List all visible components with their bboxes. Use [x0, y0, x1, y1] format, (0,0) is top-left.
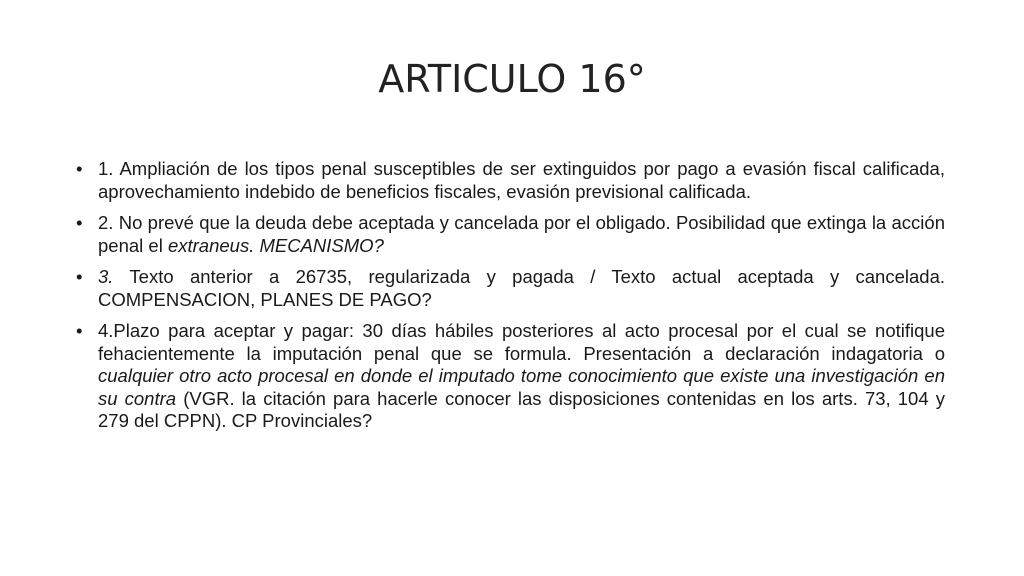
bullet-item	[76, 266, 945, 311]
bullet-list	[76, 158, 945, 442]
bullet-text-italic: 3.	[98, 266, 114, 287]
bullet-dot-icon: •	[76, 158, 83, 179]
bullet-item	[76, 320, 945, 433]
bullet-item	[76, 212, 945, 257]
bullet-text: 1. Ampliación de los tipos penal susceptibles de ser extinguidos por pago a evasión fiscal calificada, aprovechamiento indebido de beneficios fiscales, evasión previsional calificada.	[98, 158, 945, 202]
slide-title: ARTICULO 16°	[378, 57, 646, 101]
bullet-text: 2. No prevé que la deuda debe aceptada y cancelada por el obligado. Posibilidad que extinga la acción penal el	[98, 212, 945, 256]
bullet-item	[76, 158, 945, 203]
bullet-text: 4.Plazo para aceptar y pagar: 30 días hábiles posteriores al acto procesal por el cual se notifique fehacientemente la imputación penal que se formula. Presentación a declaración indagatoria o	[98, 320, 945, 364]
bullet-dot-icon: •	[76, 266, 83, 287]
bullet-text-italic: cualquier otro acto procesal en donde el imputado tome conocimiento que existe una investigación en su contra	[98, 365, 945, 409]
bullet-dot-icon: •	[76, 320, 83, 341]
bullet-dot-icon: •	[76, 212, 83, 233]
bullet-text-italic: extraneus. MECANISMO?	[167, 234, 384, 256]
bullet-text: Texto anterior a 26735, regularizada y pagada / Texto actual aceptada y cancelada. COMPENSACION, PLANES DE PAGO?	[98, 266, 945, 310]
bullet-text: (VGR. la citación para hacerle conocer las disposiciones contenidas en los arts. 73, 104 y 279 del CPPN). CP Provinciales?	[98, 387, 945, 431]
